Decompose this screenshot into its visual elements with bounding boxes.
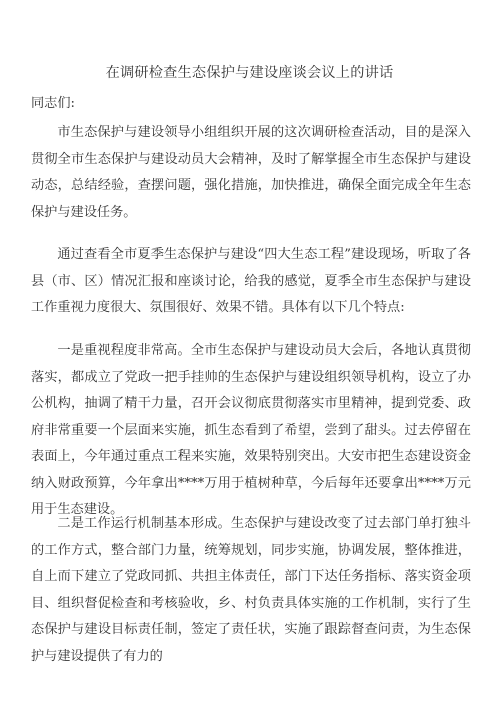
paragraph-point-one: 一是重视程度非常高。全市生态保护与建设动员大会后，各地认真贯彻落实，都成立了党政一把手挂帅的生态保护与建设组织领导机构，设立了办公机构，抽调了精干力量，召开会议彻底贯彻落实市里精神，提到党委、政府非常重要一个层面来实施，抓生态看到了希望，尝到了甜头。过去停留在表面上，今年通过重点工程来实施，效果特别突出。大安市把生态建设资金纳入财政预算，今年拿出****万用于植树种草，今后每年还要拿出****万元用于生态建设。 (31, 343, 471, 517)
paragraph-impression: 通过查看全市夏季生态保护与建设“四大生态工程”建设现场，听取了各县（市、区）情况汇报和座谈讨论，给我的感觉，夏季全市生态保护与建设工作重视力度很大、氛围很好、效果不错。具体有以下几个特点: (31, 247, 471, 315)
salutation: 同志们: (31, 96, 76, 111)
paragraph-purpose: 市生态保护与建设领导小组组织开展的这次调研检查活动，目的是深入贯彻全市生态保护与建设动员大会精神，及时了解掌握全市生态保护与建设动态，总结经验，查摆问题，强化措施，加快推进，确保全面完成全年生态保护与建设任务。 (31, 125, 471, 220)
document-title: 在调研检查生态保护与建设座谈会议上的讲话 (105, 65, 394, 81)
paragraph-point-two: 二是工作运行机制基本形成。生态保护与建设改变了过去部门单打独斗的工作方式，整合部门力量，统筹规划，同步实施，协调发展，整体推进，自上而下建立了党政同抓、共担主体责任，部门下达任务指标、落实资金项目、组织督促检查和考核验收，乡、村负责具体实施的工作机制，实行了生态保护与建设目标责任制，签定了责任状，实施了跟踪督查问责，为生态保护与建设提供了有力的 (31, 516, 471, 664)
